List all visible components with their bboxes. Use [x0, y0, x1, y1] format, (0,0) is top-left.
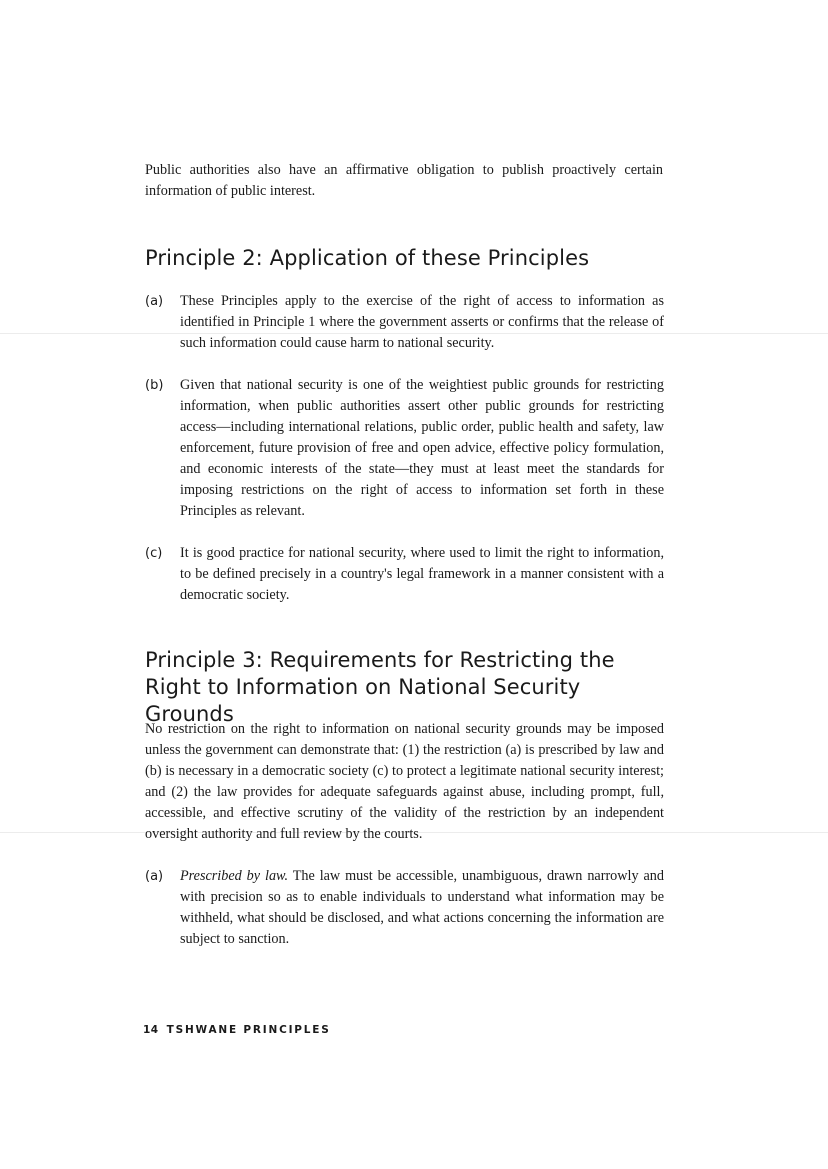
item-label: (a): [145, 294, 164, 309]
item-label: (b): [145, 378, 164, 393]
principle-2-item-b: [145, 375, 665, 522]
intro-paragraph: Public authorities also have an affirmative obligation to publish proactively certain information of public interest.: [145, 162, 663, 199]
page-footer: [143, 1024, 331, 1036]
item-text: These Principles apply to the exercise of the right of access to information as identified in Principle 1 where the government asserts or confirms that the release of such information could cause harm to national security.: [180, 293, 664, 351]
item-label: (c): [145, 546, 163, 561]
running-title: TSHWANE PRINCIPLES: [166, 1024, 331, 1036]
principle-2-item-a: [145, 291, 665, 354]
item-term: Prescribed by law.: [180, 868, 288, 884]
item-label: (a): [145, 869, 164, 884]
item-body: The law must be accessible, unambiguous, drawn narrowly and with precision so as to enable individuals to understand what information may be withheld, what should be disclosed, and what actions concerning the information are subject to sanction.: [180, 868, 664, 947]
principle-3-paragraph: No restriction on the right to information on national security grounds may be imposed unless the government can demonstrate that: (1) the restriction (a) is prescribed by law and (b) is necessary in a democratic society (c) to protect a legitimate national security interest; and (2) the law provides for adequate safeguards against abuse, including prompt, full, accessible, and effective scrutiny of the validity of the restriction by an independent oversight authority and full review by the courts.: [145, 721, 664, 842]
principle-3-item-a: [145, 866, 665, 950]
item-text: Given that national security is one of the weightiest public grounds for restricting information, when public authorities assert other public grounds for restricting access—including international relations, public order, public health and safety, law enforcement, future provision of free and open advice, effective policy formulation, and economic interests of the state—they must at least meet the standards for imposing restrictions on the right of access to information set forth in these Principles as relevant.: [180, 377, 664, 519]
principle-2-item-c: [145, 543, 665, 606]
principle-3-heading: Principle 3: Requirements for Restricting the Right to Information on National Security Grounds: [145, 648, 615, 726]
page-number: 14: [143, 1024, 159, 1036]
principle-2-heading: Principle 2: Application of these Principles: [145, 246, 590, 270]
item-text: It is good practice for national security, where used to limit the right to information, to be defined precisely in a country's legal framework in a manner consistent with a democratic society.: [180, 545, 664, 603]
item-text: [180, 866, 664, 950]
